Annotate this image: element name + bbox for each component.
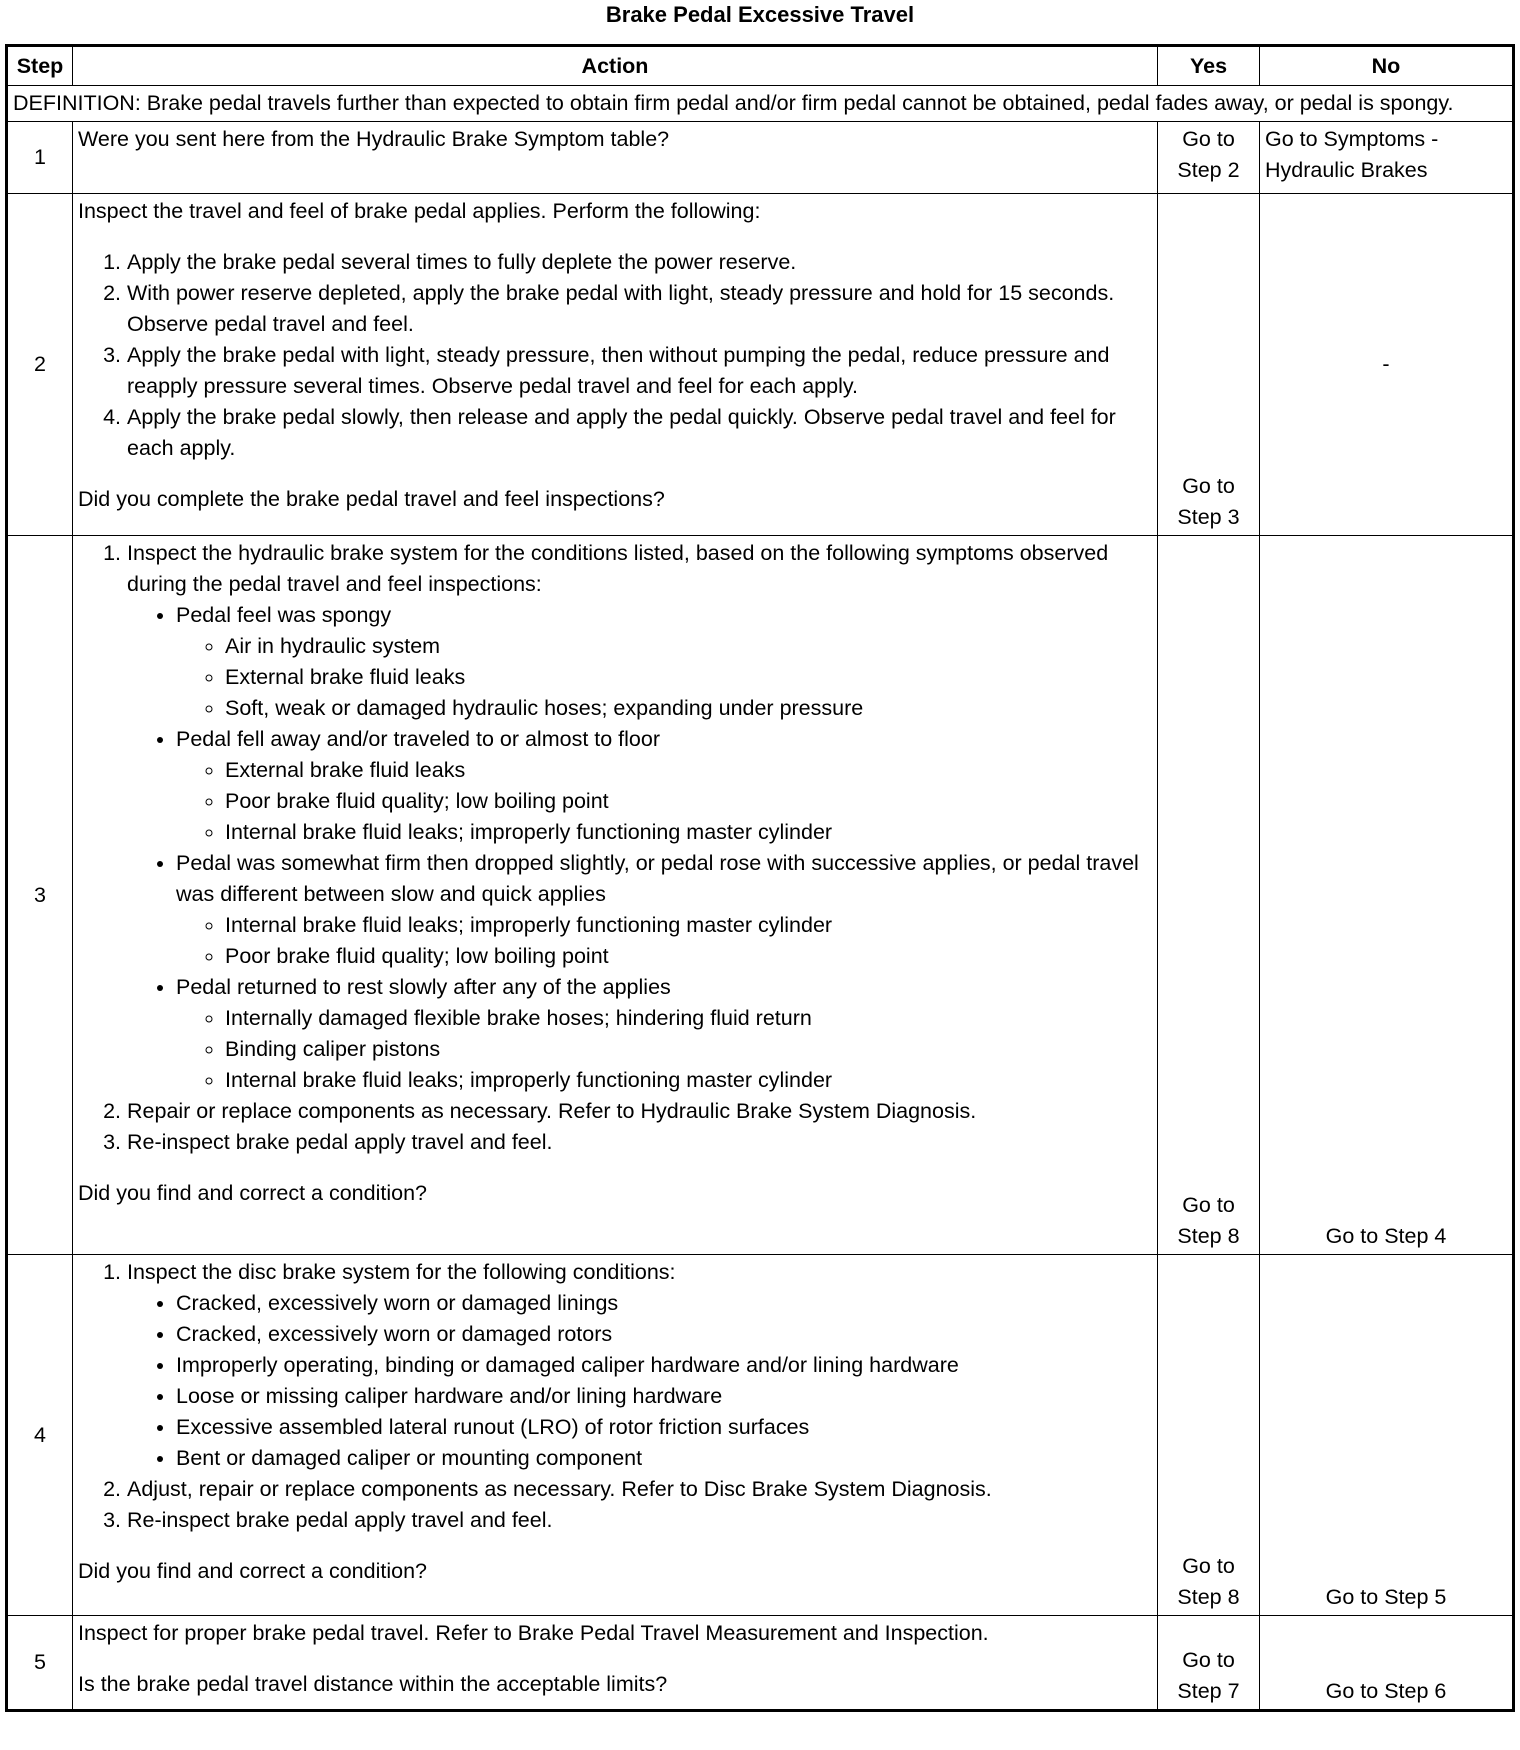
yes-action[interactable]: Go to Step 8 xyxy=(1158,536,1260,1255)
procedure-list xyxy=(78,1257,1152,1536)
page-title: Brake Pedal Excessive Travel xyxy=(605,2,915,27)
condition-item: • Cracked, excessively worn or damaged linings xyxy=(176,1288,1152,1319)
cause-item: ◦ Internally damaged flexible brake hoses; hindering fluid return xyxy=(225,1003,1152,1034)
cause-item: ◦ External brake fluid leaks xyxy=(225,662,1152,693)
symptom-label: Pedal fell away and/or traveled to or almost to floor xyxy=(176,727,661,751)
definition-row xyxy=(7,86,1514,122)
symptom-label: Pedal was somewhat firm then dropped slightly, or pedal rose with successive applies, or pedal travel was different between slow and quick applies xyxy=(176,851,1139,906)
action xyxy=(73,1255,1158,1616)
action-question: Did you find and correct a condition? xyxy=(78,1181,427,1205)
symptom-item xyxy=(176,600,1152,724)
header-step: Step xyxy=(7,46,73,86)
step-number: 2 xyxy=(7,194,73,536)
cause-item: ◦ Internal brake fluid leaks; improperly functioning master cylinder xyxy=(225,1065,1152,1096)
cause-list xyxy=(176,910,1152,972)
action xyxy=(73,194,1158,536)
procedure-list xyxy=(78,538,1152,1158)
action-intro: Inspect the travel and feel of brake pedal applies. Perform the following: xyxy=(78,199,761,223)
no-action[interactable]: Go to Step 5 xyxy=(1260,1255,1514,1616)
list-item: 2. Adjust, repair or replace components as necessary. Refer to Disc Brake System Diagnosis. xyxy=(127,1474,1152,1505)
header-action: Action xyxy=(73,46,1158,86)
symptom-item xyxy=(176,972,1152,1096)
cause-item: ◦ Soft, weak or damaged hydraulic hoses; expanding under pressure xyxy=(225,693,1152,724)
step-number: 1 xyxy=(7,122,73,194)
symptom-item xyxy=(176,848,1152,972)
no-action[interactable]: Go to Symptoms - Hydraulic Brakes xyxy=(1260,122,1514,194)
step-number: 4 xyxy=(7,1255,73,1616)
no-action: - xyxy=(1260,194,1514,536)
no-action[interactable]: Go to Step 4 xyxy=(1260,536,1514,1255)
header-no: No xyxy=(1260,46,1514,86)
condition-item: • Loose or missing caliper hardware and/or lining hardware xyxy=(176,1381,1152,1412)
list-item: 3. Re-inspect brake pedal apply travel and feel. xyxy=(127,1505,1152,1536)
list-item xyxy=(127,538,1152,1096)
symptom-label: Pedal feel was spongy xyxy=(176,603,392,627)
list-item-text: Inspect the hydraulic brake system for the conditions listed, based on the following symptoms observed during the pedal travel and feel inspections: xyxy=(127,541,1109,596)
action xyxy=(73,536,1158,1255)
step-number: 3 xyxy=(7,536,73,1255)
cause-item: ◦ Air in hydraulic system xyxy=(225,631,1152,662)
table-row xyxy=(7,1255,1514,1616)
yes-action[interactable]: Go to Step 3 xyxy=(1158,194,1260,536)
condition-item: • Cracked, excessively worn or damaged rotors xyxy=(176,1319,1152,1350)
definition: DEFINITION: Brake pedal travels further than expected to obtain firm pedal and/or firm pedal cannot be obtained, pedal fades away, or pedal is spongy. xyxy=(7,86,1514,122)
cause-item: ◦ Poor brake fluid quality; low boiling point xyxy=(225,786,1152,817)
action-question: Did you find and correct a condition? xyxy=(78,1559,427,1583)
table-row xyxy=(7,536,1514,1255)
action-question: Did you complete the brake pedal travel and feel inspections? xyxy=(78,487,665,511)
list-item: 3. Apply the brake pedal with light, steady pressure, then without pumping the pedal, reduce pressure and reapply pressure several times. Observe pedal travel and feel for each apply. xyxy=(127,340,1152,402)
diagnostic-table xyxy=(5,44,1515,1712)
procedure-list xyxy=(78,247,1152,464)
action-intro: Inspect for proper brake pedal travel. Refer to Brake Pedal Travel Measurement and Inspection. xyxy=(78,1621,989,1645)
action-question: Is the brake pedal travel distance within the acceptable limits? xyxy=(78,1672,668,1696)
cause-list xyxy=(176,755,1152,848)
no-action[interactable]: Go to Step 6 xyxy=(1260,1616,1514,1711)
list-item-text: Inspect the disc brake system for the following conditions: xyxy=(127,1260,676,1284)
header-row xyxy=(7,46,1514,86)
header-yes: Yes xyxy=(1158,46,1260,86)
condition-item: • Improperly operating, binding or damaged caliper hardware and/or lining hardware xyxy=(176,1350,1152,1381)
yes-action[interactable]: Go to Step 2 xyxy=(1158,122,1260,194)
action: Were you sent here from the Hydraulic Brake Symptom table? xyxy=(73,122,1158,194)
yes-action[interactable]: Go to Step 7 xyxy=(1158,1616,1260,1711)
list-item: 4. Apply the brake pedal slowly, then release and apply the pedal quickly. Observe pedal travel and feel for each apply. xyxy=(127,402,1152,464)
list-item xyxy=(127,1257,1152,1474)
cause-item: ◦ Binding caliper pistons xyxy=(225,1034,1152,1065)
cause-list xyxy=(176,1003,1152,1096)
symptom-label: Pedal returned to rest slowly after any of the applies xyxy=(176,975,671,999)
cause-item: ◦ Internal brake fluid leaks; improperly functioning master cylinder xyxy=(225,817,1152,848)
cause-item: ◦ External brake fluid leaks xyxy=(225,755,1152,786)
cause-list xyxy=(176,631,1152,724)
table-row xyxy=(7,1616,1514,1711)
cause-item: ◦ Internal brake fluid leaks; improperly functioning master cylinder xyxy=(225,910,1152,941)
cause-item: ◦ Poor brake fluid quality; low boiling point xyxy=(225,941,1152,972)
action xyxy=(73,1616,1158,1711)
step-number: 5 xyxy=(7,1616,73,1711)
yes-action[interactable]: Go to Step 8 xyxy=(1158,1255,1260,1616)
condition-item: • Excessive assembled lateral runout (LRO) of rotor friction surfaces xyxy=(176,1412,1152,1443)
symptom-list xyxy=(127,600,1152,1096)
table-row xyxy=(7,194,1514,536)
table-row xyxy=(7,122,1514,194)
symptom-item xyxy=(176,724,1152,848)
list-item: 2. Repair or replace components as necessary. Refer to Hydraulic Brake System Diagnosis. xyxy=(127,1096,1152,1127)
list-item: 3. Re-inspect brake pedal apply travel and feel. xyxy=(127,1127,1152,1158)
list-item: 2. With power reserve depleted, apply the brake pedal with light, steady pressure and hold for 15 seconds. Observe pedal travel and feel. xyxy=(127,278,1152,340)
list-item: 1. Apply the brake pedal several times to fully deplete the power reserve. xyxy=(127,247,1152,278)
condition-list xyxy=(127,1288,1152,1474)
condition-item: • Bent or damaged caliper or mounting component xyxy=(176,1443,1152,1474)
